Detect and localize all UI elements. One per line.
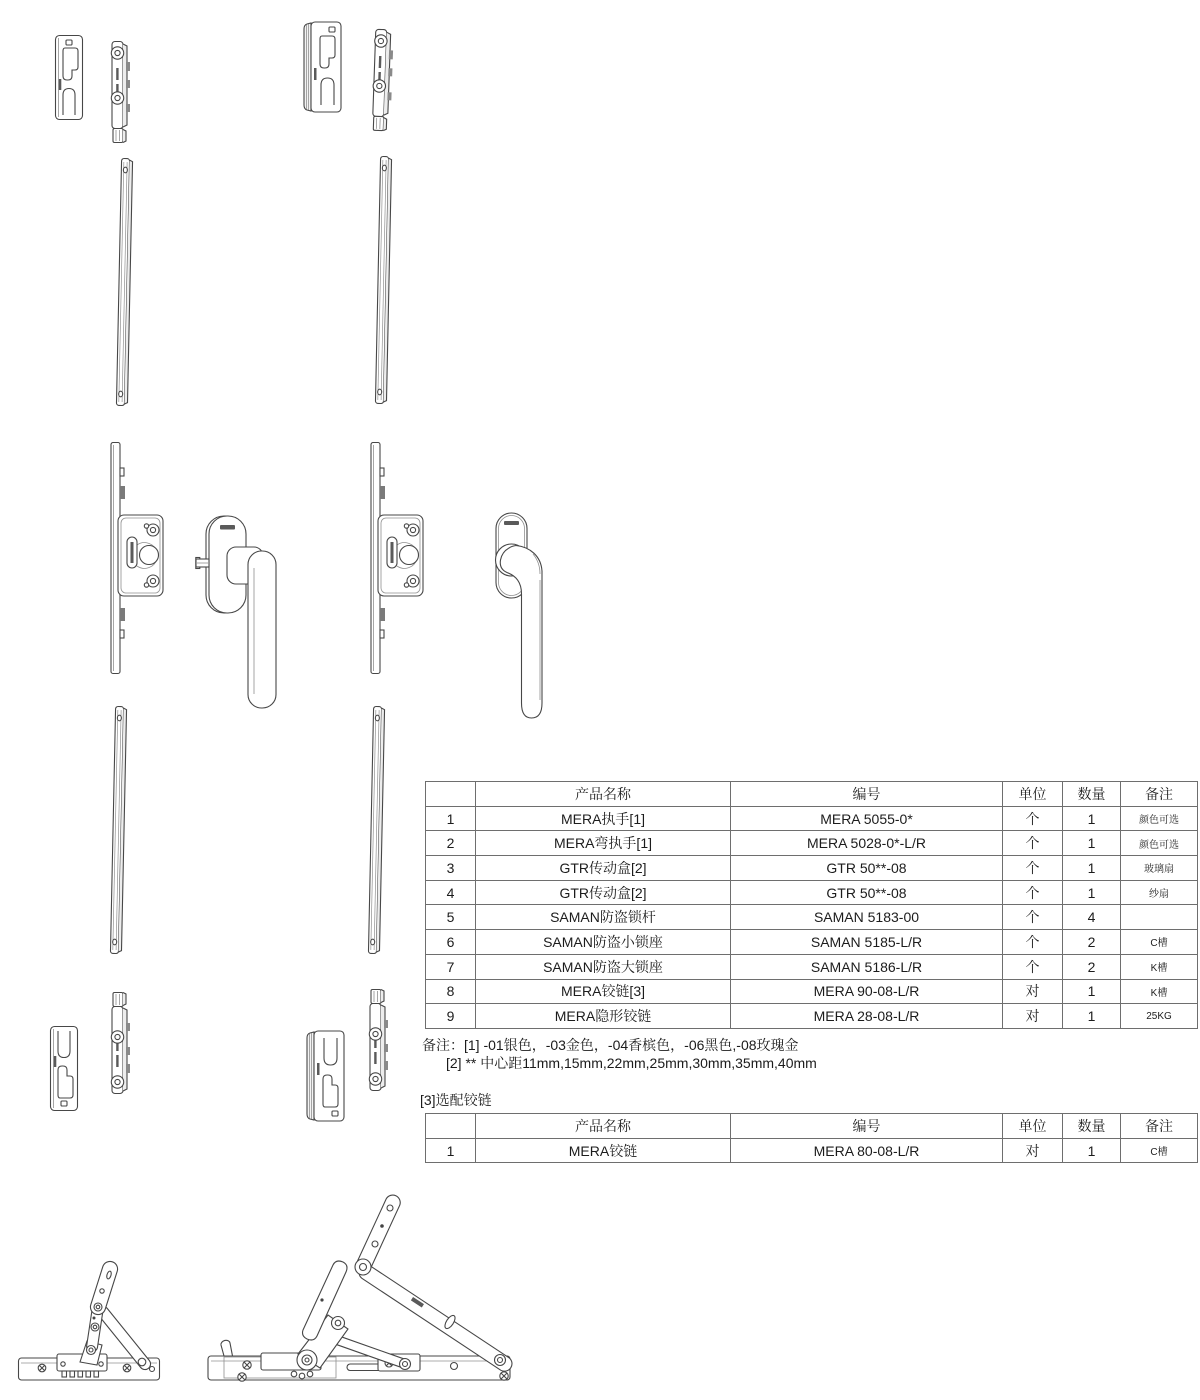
- table-row: [426, 880, 1198, 905]
- table-cell: MERA 80-08-L/R: [731, 1138, 1003, 1163]
- table-cell: 2: [426, 831, 476, 856]
- drawing-straight-handle: [196, 516, 276, 708]
- drawing-lock-rod-2: [375, 156, 391, 403]
- table-cell: MERA 5055-0*: [731, 806, 1003, 831]
- table-cell: 4: [426, 880, 476, 905]
- table-cell: K槽: [1121, 954, 1198, 979]
- column-header: 数量: [1063, 1114, 1121, 1139]
- table-cell: 纱扇: [1121, 880, 1198, 905]
- table-cell: MERA 90-08-L/R: [731, 979, 1003, 1004]
- table-cell: 25KG: [1121, 1004, 1198, 1029]
- table-cell: SAMAN防盗大锁座: [476, 954, 731, 979]
- optional-hinge-table: [425, 1113, 1198, 1163]
- table-row: [426, 979, 1198, 1004]
- column-header: 产品名称: [476, 1114, 731, 1139]
- column-header: 编号: [731, 1114, 1003, 1139]
- table-header-row: [426, 782, 1198, 807]
- table-row: [426, 1004, 1198, 1029]
- table-cell: MERA 28-08-L/R: [731, 1004, 1003, 1029]
- drawing-friction-hinge-small: [19, 1261, 160, 1380]
- table-cell: SAMAN 5183-00: [731, 905, 1003, 930]
- table-cell: C槽: [1121, 1138, 1198, 1163]
- drawing-lock-rod-4: [368, 706, 384, 953]
- drawing-lock-point-top-left: [111, 42, 130, 143]
- table-cell: 个: [1003, 880, 1063, 905]
- table-cell: 颜色可选: [1121, 806, 1198, 831]
- table-cell: MERA隐形铰链: [476, 1004, 731, 1029]
- table-cell: 1: [1063, 831, 1121, 856]
- table-cell: MERA 5028-0*-L/R: [731, 831, 1003, 856]
- color-options-note: 备注：[1] -01银色，-03金色，-04香槟色，-06黑色,-08玫瑰金: [422, 1037, 799, 1053]
- drawing-lock-point-bottom-right: [369, 990, 388, 1091]
- table-cell: C槽: [1121, 930, 1198, 955]
- table-cell: 5: [426, 905, 476, 930]
- table-cell: 6: [426, 930, 476, 955]
- table-cell: 3: [426, 856, 476, 881]
- table-cell: SAMAN防盗锁杆: [476, 905, 731, 930]
- table-cell: 个: [1003, 806, 1063, 831]
- table-cell: GTR 50**-08: [731, 856, 1003, 881]
- column-header: 产品名称: [476, 782, 731, 807]
- table-cell: 对: [1003, 979, 1063, 1004]
- drawing-gearbox-glass-sash: [111, 443, 163, 674]
- table-cell: 1: [1063, 979, 1121, 1004]
- parts-table: [425, 781, 1198, 1029]
- table-cell: 8: [426, 979, 476, 1004]
- center-distance-note: [2] ** 中心距11mm,15mm,22mm,25mm,30mm,35mm,40mm: [446, 1055, 817, 1071]
- column-header: [426, 782, 476, 807]
- table-cell: GTR传动盒[2]: [476, 856, 731, 881]
- table-cell: 9: [426, 1004, 476, 1029]
- table-cell: MERA弯执手[1]: [476, 831, 731, 856]
- table-row: [426, 856, 1198, 881]
- drawing-gearbox-screen-sash: [371, 443, 423, 674]
- table-cell: 玻璃扇: [1121, 856, 1198, 881]
- table-header-row: [426, 1114, 1198, 1139]
- table-cell: 2: [1063, 930, 1121, 955]
- table-cell: 1: [1063, 1138, 1121, 1163]
- table-cell: GTR传动盒[2]: [476, 880, 731, 905]
- table-cell: MERA铰链[3]: [476, 979, 731, 1004]
- table-cell: 1: [426, 806, 476, 831]
- drawing-friction-hinge-large: [208, 1195, 512, 1381]
- table-cell: SAMAN防盗小锁座: [476, 930, 731, 955]
- table-row: [426, 954, 1198, 979]
- drawing-lock-point-top-right: [372, 29, 394, 131]
- table-cell: SAMAN 5186-L/R: [731, 954, 1003, 979]
- table-cell: 7: [426, 954, 476, 979]
- table-cell: 个: [1003, 954, 1063, 979]
- drawing-lock-rod-3: [110, 706, 126, 953]
- table-cell: 2: [1063, 954, 1121, 979]
- table-row: [426, 1138, 1198, 1163]
- drawing-large-lock-keeper-bottom: [307, 1031, 344, 1121]
- table-row: [426, 831, 1198, 856]
- table-cell: 1: [1063, 856, 1121, 881]
- table-cell: 个: [1003, 930, 1063, 955]
- table-cell: K槽: [1121, 979, 1198, 1004]
- table-cell: 个: [1003, 856, 1063, 881]
- table-cell: 4: [1063, 905, 1121, 930]
- drawing-large-lock-keeper-top: [304, 22, 341, 112]
- column-header: 数量: [1063, 782, 1121, 807]
- drawing-bent-handle: [496, 513, 543, 718]
- table-cell: 1: [1063, 1004, 1121, 1029]
- table-cell: 1: [426, 1138, 476, 1163]
- table-row: [426, 930, 1198, 955]
- table-row: [426, 905, 1198, 930]
- table-cell: SAMAN 5185-L/R: [731, 930, 1003, 955]
- table-cell: MERA铰链: [476, 1138, 731, 1163]
- table-cell: 颜色可选: [1121, 831, 1198, 856]
- table-cell: GTR 50**-08: [731, 880, 1003, 905]
- column-header: 单位: [1003, 782, 1063, 807]
- table-cell: 对: [1003, 1138, 1063, 1163]
- drawing-small-lock-keeper-bottom: [51, 1027, 78, 1111]
- column-header: [426, 1114, 476, 1139]
- drawing-lock-point-bottom-left: [111, 993, 130, 1094]
- table-cell: 1: [1063, 880, 1121, 905]
- drawing-small-lock-keeper-top: [56, 36, 83, 120]
- table-cell: [1121, 905, 1198, 930]
- optional-hinge-label: [3]选配铰链: [420, 1092, 492, 1108]
- column-header: 单位: [1003, 1114, 1063, 1139]
- table-cell: MERA执手[1]: [476, 806, 731, 831]
- column-header: 备注: [1121, 782, 1198, 807]
- column-header: 备注: [1121, 1114, 1198, 1139]
- table-cell: 对: [1003, 1004, 1063, 1029]
- table-cell: 个: [1003, 831, 1063, 856]
- table-cell: 个: [1003, 905, 1063, 930]
- table-cell: 1: [1063, 806, 1121, 831]
- column-header: 编号: [731, 782, 1003, 807]
- table-row: [426, 806, 1198, 831]
- drawing-lock-rod-1: [116, 158, 132, 405]
